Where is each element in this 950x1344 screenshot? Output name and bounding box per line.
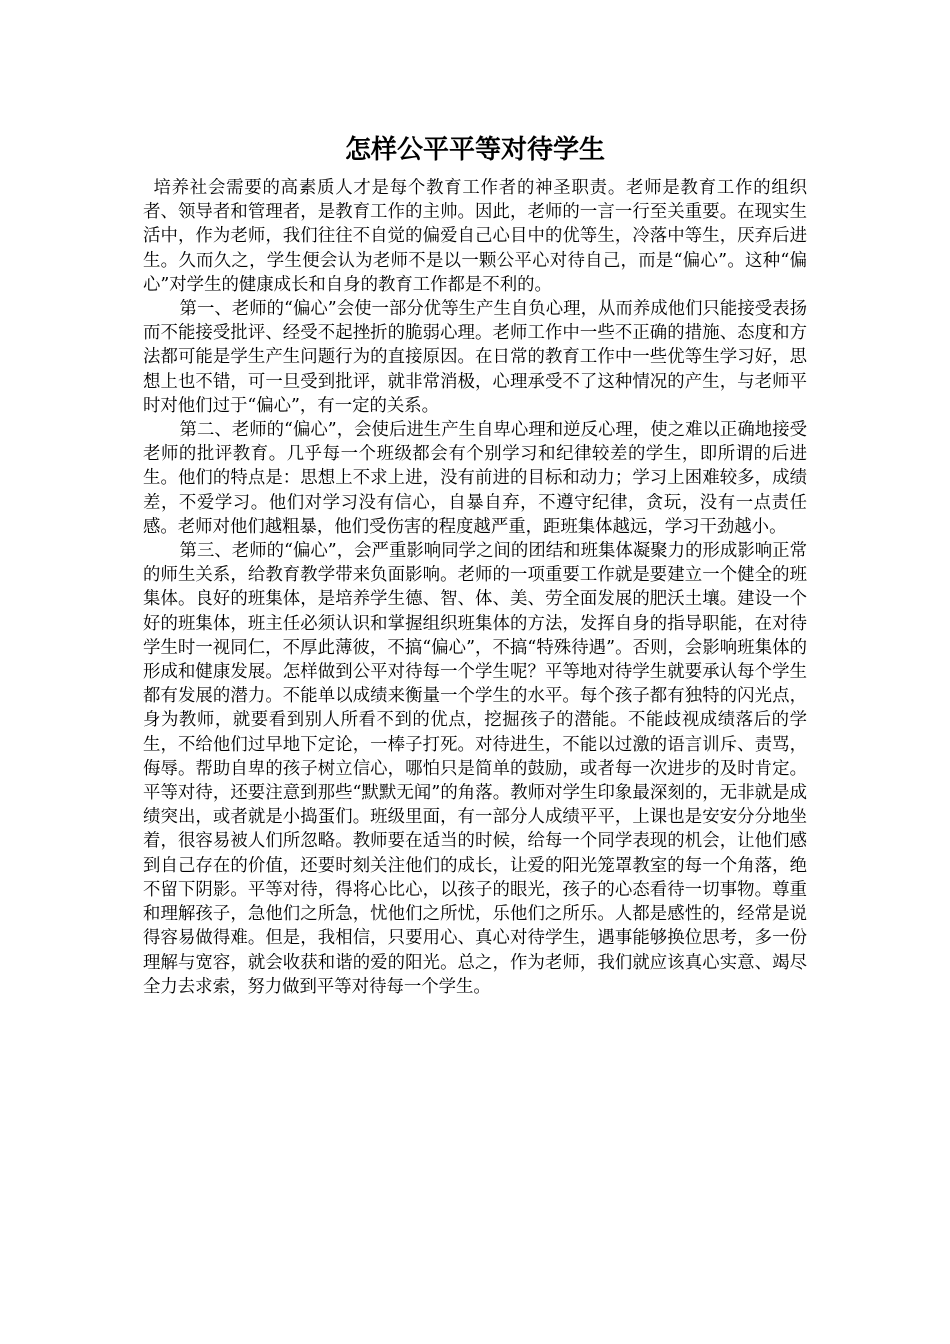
document-title: 怎样公平平等对待学生	[344, 135, 605, 165]
paragraph-intro: 培养社会需要的高素质人才是每个教育工作者的神圣职责。老师是教育工作的组织者、领导者和管理者，是教育工作的主帅。因此，老师的一言一行至关重要。在现实生活中，作为老师，我们往往不自觉的偏爱自己心目中的优等生，冷落中等生，厌弃后进生。久而久之，学生便会认为老师不是以一颗公平心对待自己，而是“偏心”。这种“偏心”对学生的健康成长和自身的教育工作都是不利的。	[143, 178, 807, 295]
paragraph-second-point: 第二、老师的“偏心”，会使后进生产生自卑心理和逆反心理，使之难以正确地接受老师的批评教育。几乎每一个班级都会有个别学习和纪律较差的学生，即所谓的后进生。他们的特点是：思想上不求上进，没有前进的目标和动力；学习上困难较多，成绩差，不爱学习。他们对学习没有信心，自暴自弃，不遵守纪律，贪玩，没有一点责任感。老师对他们越粗暴，他们受伤害的程度越严重，距班集体越远，学习干劲越小。	[143, 420, 807, 537]
paragraph-first-point: 第一、老师的“偏心”会使一部分优等生产生自负心理，从而养成他们只能接受表扬而不能接受批评、经受不起挫折的脆弱心理。老师工作中一些不正确的措施、态度和方法都可能是学生产生问题行为的直接原因。在日常的教育工作中一些优等生学习好，思想上也不错，可一旦受到批评，就非常消极，心理承受不了这种情况的产生，与老师平时对他们过于“偏心”，有一定的关系。	[143, 299, 807, 416]
paragraph-third-point: 第三、老师的“偏心”，会严重影响同学之间的团结和班集体凝聚力的形成影响正常的师生关系，给教育教学带来负面影响。老师的一项重要工作就是要建立一个健全的班集体。良好的班集体，是培养学生德、智、体、美、劳全面发展的肥沃土壤。建设一个好的班集体，班主任必须认识和掌握组织班集体的方法，发挥自身的指导职能，在对待学生时一视同仁，不厚此薄彼，不搞“偏心”，不搞“特殊待遇”。否则，会影响班集体的形成和健康发展。怎样做到公平对待每一个学生呢？平等地对待学生就要承认每个学生都有发展的潜力。不能单以成绩来衡量一个学生的水平。每个孩子都有独特的闪光点，身为教师，就要看到别人所看不到的优点，挖掘孩子的潜能。不能歧视成绩落后的学生，不给他们过早地下定论，一棒子打死。对待进生，不能以过激的语言训斥、责骂，侮辱。帮助自卑的孩子树立信心，哪怕只是简单的鼓励，或者每一次进步的及时肯定。平等对待，还要注意到那些“默默无闻”的角落。教师对学生印象最深刻的，无非就是成绩突出，或者就是小捣蛋们。班级里面，有一部分人成绩平平，上课也是安安分分地坐着，很容易被人们所忽略。教师要在适当的时候，给每一个同学表现的机会，让他们感到自己存在的价值，还要时刻关注他们的成长，让爱的阳光笼罩教室的每一个角落，绝不留下阴影。平等对待，得将心比心，以孩子的眼光，孩子的心态看待一切事物。尊重和理解孩子，急他们之所急，忧他们之所忧，乐他们之所乐。人都是感性的，经常是说得容易做得难。但是，我相信，只要用心、真心对待学生，遇事能够换位思考，多一份理解与宽容，就会收获和谐的爱的阳光。总之，作为老师，我们就应该真心实意、竭尽全力去求索，努力做到平等对待每一个学生。	[143, 541, 807, 997]
document-body	[143, 176, 807, 999]
